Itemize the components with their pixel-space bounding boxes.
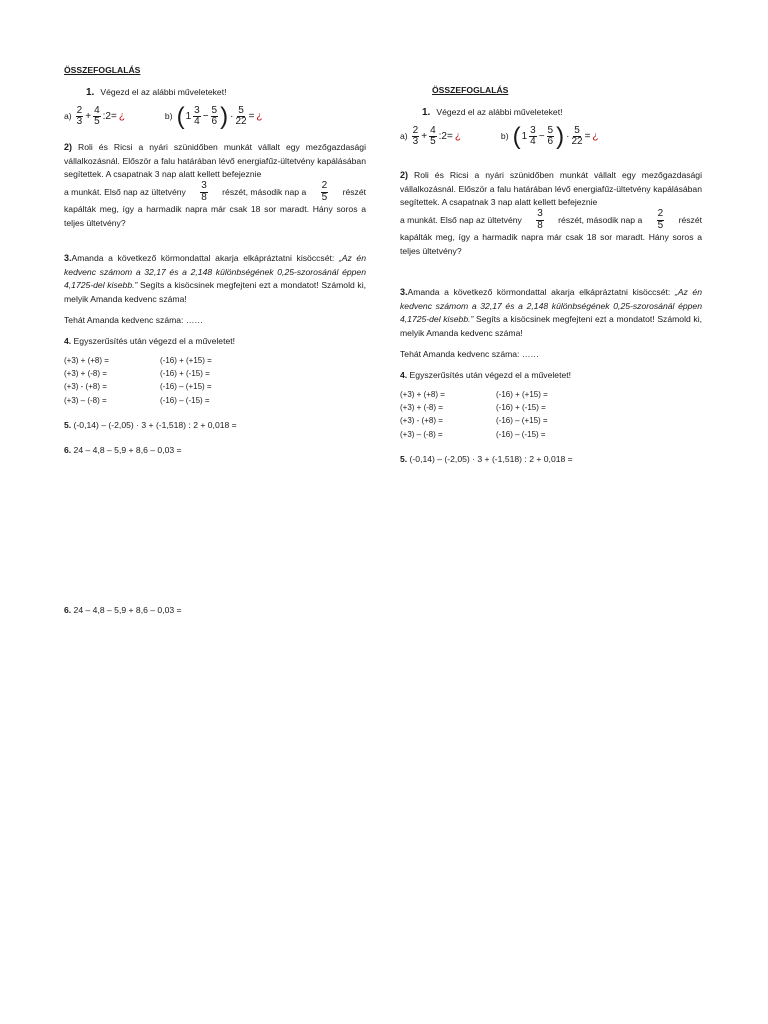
q2-text: a munkát. Első nap az ültetvény <box>64 186 186 197</box>
q3-intro: Amanda a következő körmondattal akarja elkápráztatni kisöccsét: <box>71 253 335 263</box>
fraction <box>571 126 582 148</box>
q4-heading <box>400 369 702 382</box>
answer-mark: ¿ <box>118 111 125 123</box>
q2-text: Roli és Ricsi a nyári szünidőben munkát vállalt egy mezőgazdasági vállalkozásnál. Először a falu határában lévő energiafűz-ültetvény kapálásában segítettek. A csapatnak 3 nap alatt kellett befejeznie <box>400 169 702 208</box>
q2-paragraph <box>400 169 702 258</box>
q2-text: részét <box>678 214 702 225</box>
q2-text: kapálták meg, így a harmadik napra már csak 18 sor maradt. Hány soros a teljes ültetvény? <box>400 232 702 256</box>
q2-text: a munkát. Első nap az ültetvény <box>400 214 522 225</box>
answer-mark: ¿ <box>454 131 461 143</box>
q2-number: 2) <box>64 141 73 152</box>
q4-text: Egyszerűsítés után végezd el a műveletet! <box>407 370 572 381</box>
q2-paragraph <box>64 141 366 230</box>
denominator: 6 <box>211 116 218 128</box>
q1-number: 1. <box>422 107 431 119</box>
denominator: 8 <box>201 191 207 203</box>
page-title: ÖSSZEFOGLALÁS <box>64 65 141 75</box>
q3-text: Segíts a kisöcsinek megfejteni ezt a mondatot! Számold ki, melyik Amanda kedvenc száma! <box>64 280 366 304</box>
fraction <box>235 106 246 128</box>
denominator: 3 <box>412 136 419 148</box>
operation: (+3) + (+8) = <box>64 355 109 365</box>
operator: :2= <box>438 131 453 143</box>
operation: (-16) – (-15) = <box>160 395 210 405</box>
q1-a-label: a) <box>400 131 408 142</box>
denominator: 6 <box>547 136 554 148</box>
worksheet-left <box>64 64 366 458</box>
denominator: 5 <box>657 219 664 231</box>
operator: − <box>538 131 545 143</box>
numerator: 4 <box>94 104 100 116</box>
q6-number: 6. <box>64 605 72 615</box>
q1-part-a <box>64 106 125 128</box>
numerator: 3 <box>201 180 207 192</box>
q2-fraction-line <box>64 181 366 203</box>
fraction <box>657 209 665 231</box>
q3-quote: „Az én kedvenc számom a 32,17 és a 2,148 különbségének 0,25-szorosánál éppen 4,1725-del kisebb.” <box>400 287 702 325</box>
operator: :2= <box>102 111 117 123</box>
fraction <box>93 106 101 128</box>
q3-answer-line: Tehát Amanda kedvenc száma: …… <box>400 348 540 359</box>
operator: + <box>421 131 428 143</box>
denominator: 5 <box>430 136 436 148</box>
q2-text: részét, második nap a <box>222 186 307 197</box>
q3-number: 3. <box>64 253 72 263</box>
q5-line <box>64 419 366 432</box>
operation: (+3) + (-8) = <box>400 402 443 412</box>
operation: (-16) – (+15) = <box>160 382 212 392</box>
operation: (-16) – (+15) = <box>496 416 548 426</box>
fraction <box>529 126 537 148</box>
q5-expression: (-0,14) – (-2,05) · 3 + (-1,518) : 2 + 0,018 = <box>71 420 237 431</box>
fraction <box>429 126 437 148</box>
q6-expression: 24 – 4,8 – 5,9 + 8,6 – 0,03 = <box>71 605 182 615</box>
q4-number: 4. <box>64 336 72 347</box>
page-title: ÖSSZEFOGLALÁS <box>432 85 509 95</box>
numerator: 2 <box>76 104 83 116</box>
numerator: 5 <box>211 104 218 116</box>
denominator: 22 <box>571 136 583 148</box>
q4-operations <box>400 389 702 442</box>
operation: (+3) - (+8) = <box>64 382 107 392</box>
operation: (+3) + (-8) = <box>64 368 107 378</box>
fraction <box>321 181 329 203</box>
numerator: 2 <box>321 180 328 192</box>
numerator: 2 <box>412 124 419 136</box>
q2-text: részét, második nap a <box>558 214 643 225</box>
q3-paragraph <box>64 252 366 306</box>
q3-paragraph <box>400 286 702 340</box>
operator: = <box>584 131 591 143</box>
operator: + <box>85 111 92 123</box>
q1-part-b <box>500 122 599 150</box>
operation: (+3) - (+8) = <box>400 416 443 426</box>
operator: · <box>566 131 570 143</box>
q2-number: 2) <box>400 169 409 180</box>
q6-expression: 24 – 4,8 – 5,9 + 8,6 – 0,03 = <box>71 445 182 456</box>
q4-text: Egyszerűsítés után végezd el a műveletet! <box>71 336 236 347</box>
numerator: 5 <box>574 124 580 136</box>
q3-quote: „Az én kedvenc számom a 32,17 és a 2,148 különbségének 0,25-szorosánál éppen 4,1725-del kisebb.” <box>64 253 366 291</box>
paren-open: ( <box>512 122 521 150</box>
q3-intro: Amanda a következő körmondattal akarja elkápráztatni kisöccsét: <box>407 287 671 297</box>
q4-number: 4. <box>400 370 408 381</box>
whole-number: 1 <box>521 131 528 143</box>
operation: (-16) + (+15) = <box>496 389 548 399</box>
q5-number: 5. <box>400 454 408 465</box>
denominator: 22 <box>235 116 247 128</box>
fraction <box>200 181 208 203</box>
operator: · <box>230 111 234 123</box>
q3-text: Segíts a kisöcsinek megfejteni ezt a mondatot! Számold ki, melyik Amanda kedvenc száma! <box>400 314 702 338</box>
q1-heading <box>422 105 702 121</box>
q1-b-label: b) <box>500 131 509 142</box>
q1-text: Végezd el az alábbi műveleteket! <box>436 107 563 118</box>
numerator: 2 <box>657 208 664 220</box>
q2-text: Roli és Ricsi a nyári szünidőben munkát vállalt egy mezőgazdasági vállalkozásnál. Először a falu határában lévő energiafűz-ültetvény kapálásában segítettek. A csapatnak 3 nap alatt kellett befejeznie <box>64 141 366 180</box>
operation: (-16) + (-15) = <box>496 402 546 412</box>
operation: (-16) – (-15) = <box>496 429 546 439</box>
denominator: 8 <box>537 219 543 231</box>
operator: = <box>248 111 255 123</box>
paren-open: ( <box>176 102 185 130</box>
q2-text: részét <box>342 186 366 197</box>
q6-number: 6. <box>64 445 72 456</box>
whole-number: 1 <box>185 111 192 123</box>
operator: − <box>202 111 209 123</box>
q1-b-label: b) <box>164 111 173 122</box>
q1-number: 1. <box>86 87 95 99</box>
operation: (-16) + (-15) = <box>160 368 210 378</box>
fraction <box>76 106 84 128</box>
fraction <box>412 126 420 148</box>
q2-text: kapálták meg, így a harmadik napra már csak 18 sor maradt. Hány soros a teljes ültetvény? <box>64 204 366 228</box>
q4-operations <box>64 355 366 408</box>
denominator: 4 <box>530 136 536 148</box>
q1-a-label: a) <box>64 111 72 122</box>
fraction <box>193 106 201 128</box>
q1-expressions <box>400 123 702 151</box>
q5-line <box>400 453 702 466</box>
answer-mark: ¿ <box>256 111 263 123</box>
q1-part-a <box>400 126 461 148</box>
operation: (+3) – (-8) = <box>400 429 443 439</box>
denominator: 5 <box>94 116 100 128</box>
q5-number: 5. <box>64 420 72 431</box>
operation: (-16) + (+15) = <box>160 355 212 365</box>
operation: (+3) + (+8) = <box>400 389 445 399</box>
numerator: 3 <box>530 124 536 136</box>
q5-expression: (-0,14) – (-2,05) · 3 + (-1,518) : 2 + 0,018 = <box>407 454 573 465</box>
q2-fraction-line <box>400 209 702 231</box>
q1-text: Végezd el az alábbi műveleteket! <box>100 87 227 98</box>
numerator: 5 <box>238 104 244 116</box>
operation: (+3) – (-8) = <box>64 395 107 405</box>
fraction <box>536 209 544 231</box>
numerator: 3 <box>194 104 200 116</box>
paren-close: ) <box>556 122 565 150</box>
fraction <box>211 106 219 128</box>
denominator: 4 <box>194 116 200 128</box>
denominator: 3 <box>76 116 83 128</box>
q4-heading <box>64 335 366 348</box>
worksheet-right <box>400 84 702 466</box>
numerator: 4 <box>430 124 436 136</box>
q6-line-repeat <box>64 604 366 617</box>
q3-number: 3. <box>400 287 408 297</box>
denominator: 5 <box>321 191 328 203</box>
q3-answer-line: Tehát Amanda kedvenc száma: …… <box>64 314 204 325</box>
paren-close: ) <box>220 102 229 130</box>
numerator: 5 <box>547 124 554 136</box>
numerator: 3 <box>537 208 543 220</box>
q1-part-b <box>164 102 263 130</box>
fraction <box>547 126 555 148</box>
answer-mark: ¿ <box>592 131 599 143</box>
q6-line <box>64 444 366 457</box>
q1-heading <box>86 85 366 101</box>
q1-expressions <box>64 103 366 131</box>
